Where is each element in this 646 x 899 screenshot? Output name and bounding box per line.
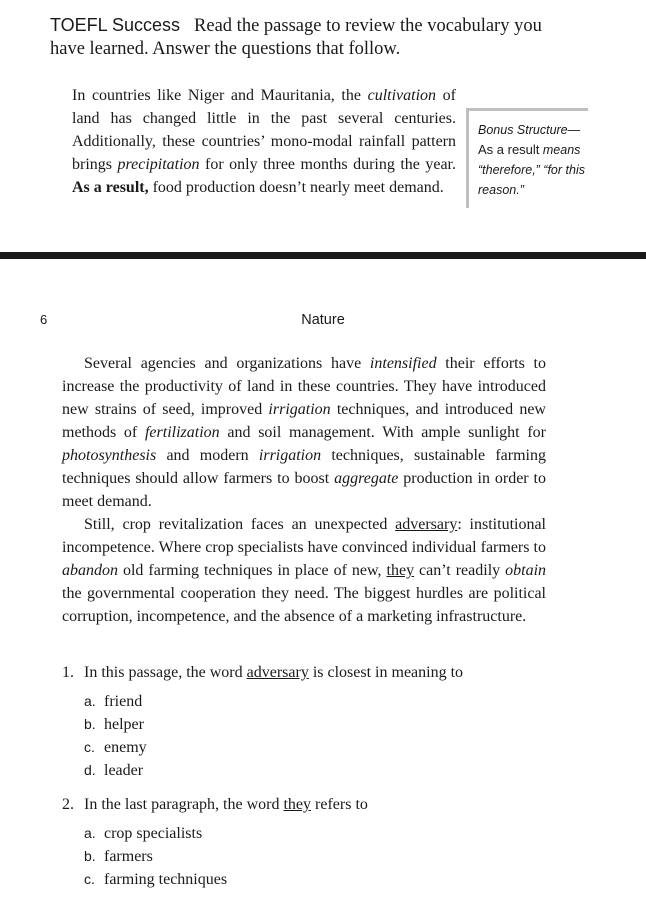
- answer-option[interactable]: [84, 822, 542, 845]
- underlined-word: adversary: [395, 516, 458, 533]
- reading-passage: [72, 84, 456, 199]
- question-stem: [62, 661, 542, 684]
- vocab-word: precipitation: [117, 156, 200, 173]
- answer-option[interactable]: [84, 736, 542, 759]
- option-text: crop specialists: [104, 825, 203, 842]
- answer-options: [62, 822, 542, 891]
- page-number: 6: [40, 312, 48, 327]
- option-text: helper: [104, 716, 144, 733]
- sidebar-line: [478, 140, 588, 160]
- answer-option[interactable]: [84, 845, 542, 868]
- option-letter: b.: [84, 716, 96, 732]
- question-text: is closest in meaning to: [308, 664, 464, 681]
- question-text: In the last paragraph, the word: [84, 796, 284, 813]
- body-paragraph-1: [62, 352, 546, 513]
- underlined-word: they: [386, 562, 415, 579]
- option-letter: a.: [84, 825, 96, 841]
- body-paragraph-2: [62, 513, 546, 628]
- question-stem: [62, 793, 542, 816]
- answer-option[interactable]: [84, 759, 542, 782]
- page-divider: [0, 252, 646, 259]
- option-letter: d.: [84, 762, 96, 778]
- option-text: leader: [104, 762, 144, 779]
- option-letter: a.: [84, 693, 96, 709]
- passage-paragraph: [72, 84, 456, 199]
- body-text: and soil management. With ample sunlight for: [219, 424, 546, 441]
- body-passage: [62, 352, 546, 628]
- underlined-word: adversary: [246, 664, 309, 681]
- chapter-title: Nature: [301, 312, 345, 328]
- body-text: techniques, and introduced new methods of: [62, 401, 546, 441]
- vocab-word: obtain: [505, 562, 547, 579]
- question-text: In this passage, the word: [84, 664, 247, 681]
- brand-label: TOEFL Success: [50, 15, 181, 35]
- body-text: can’t readily: [414, 562, 506, 579]
- body-text: techniques, sustainable farming techniques should allow farmers to boost: [62, 447, 546, 487]
- vocab-word: cultivation: [367, 87, 437, 104]
- option-letter: c.: [84, 871, 95, 887]
- answer-option[interactable]: [84, 868, 542, 891]
- option-text: friend: [104, 693, 143, 710]
- answer-option[interactable]: [84, 713, 542, 736]
- body-text: Several agencies and organizations have: [84, 355, 370, 372]
- sidebar-bold-phrase: As a result: [478, 142, 540, 157]
- question-text: refers to: [311, 796, 368, 813]
- question-number: 2.: [62, 796, 74, 813]
- body-text: production in order to meet demand.: [62, 470, 546, 510]
- option-text: farmers: [104, 848, 153, 865]
- underlined-word: they: [283, 796, 312, 813]
- answer-options: [62, 690, 542, 782]
- option-letter: b.: [84, 848, 96, 864]
- body-text: : institutional incompetence. Where crop specialists have convinced individual farmers to: [62, 516, 547, 556]
- question-2: [62, 793, 542, 891]
- answer-option[interactable]: [84, 690, 542, 713]
- vocab-word: fertilization: [144, 424, 220, 441]
- passage-text: for only three months during the year.: [199, 156, 457, 173]
- option-text: enemy: [104, 739, 147, 756]
- intro-instruction: [50, 14, 580, 61]
- passage-text: of land has changed little in the past several centuries. Additionally, these countries’ mono-modal rainfall pattern brings: [72, 87, 456, 173]
- vocab-word: abandon: [62, 562, 118, 579]
- sidebar-text: “therefore,” “for this reason.”: [478, 163, 585, 197]
- bonus-structure-sidebar: [466, 108, 588, 208]
- option-letter: c.: [84, 739, 95, 755]
- body-text: old farming techniques in place of new,: [118, 562, 387, 579]
- question-1: [62, 661, 542, 782]
- vocab-word: irrigation: [268, 401, 331, 418]
- question-number: 1.: [62, 664, 74, 681]
- vocab-word: photosynthesis: [62, 447, 157, 464]
- body-text: Still, crop revitalization faces an unexpected: [84, 516, 396, 533]
- sidebar-title: Bonus Structure—: [478, 123, 581, 137]
- vocab-word: intensified: [369, 355, 437, 372]
- body-text: their efforts to increase the productivity of land in these countries. They have introduced new strains of seed, improved: [62, 355, 547, 418]
- vocab-word: aggregate: [334, 470, 399, 487]
- body-text: the governmental cooperation they need. The biggest hurdles are political corruption, incompetence, and the absence of a marketing infrastructure.: [62, 585, 546, 625]
- bold-structure: As a result,: [72, 179, 149, 196]
- body-text: and modern: [156, 447, 259, 464]
- passage-text: food production doesn’t nearly meet demand.: [148, 179, 444, 196]
- vocab-word: irrigation: [258, 447, 322, 464]
- passage-text: In countries like Niger and Mauritania, the: [72, 87, 368, 104]
- instruction-text: Read the passage to review the vocabulary you have learned. Answer the questions that follow.: [50, 16, 542, 59]
- sidebar-text: means: [539, 143, 581, 157]
- option-text: farming techniques: [104, 871, 228, 888]
